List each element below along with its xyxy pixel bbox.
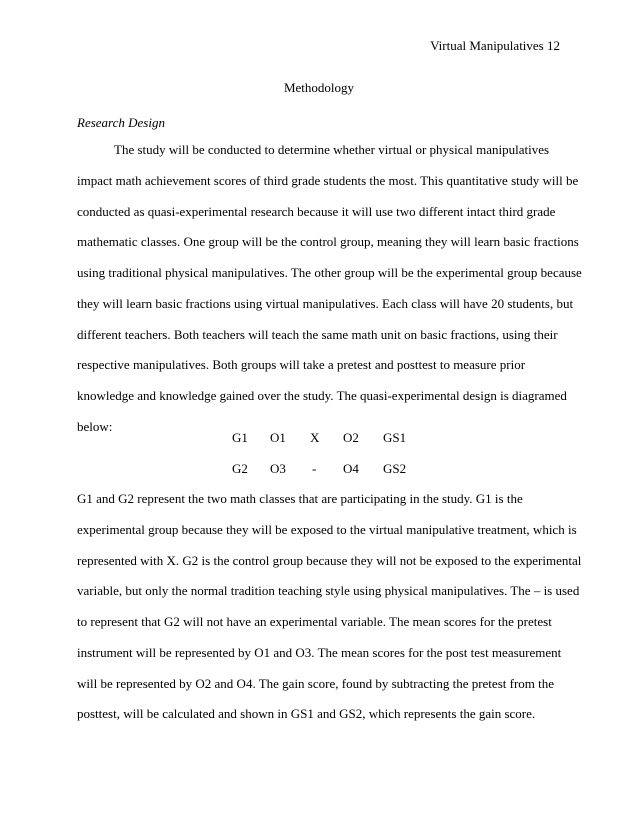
design-cell: O3 (270, 461, 286, 476)
paragraph-line: will be represented by O2 and O4. The gain score, found by subtracting the pretest from the (77, 676, 555, 691)
paragraph-line: The study will be conducted to determine whether virtual or physical manipulatives (114, 142, 550, 157)
design-row-1 (232, 429, 452, 447)
paragraph-line: G1 and G2 represent the two math classes that are participating in the study. G1 is the (77, 491, 523, 506)
paragraph-line: posttest, will be calculated and shown in GS1 and GS2, which represents the gain score. (77, 706, 536, 721)
design-row-2 (232, 460, 452, 478)
paragraph-line: instrument will be represented by O1 and O3. The mean scores for the post test measurement (77, 645, 562, 660)
design-cell: O4 (343, 461, 359, 476)
paragraph-line: they will learn basic fractions using virtual manipulatives. Each class will have 20 students, but (77, 296, 574, 311)
design-cell: GS1 (383, 430, 407, 445)
design-cell: O2 (343, 430, 359, 445)
paragraph-line: using traditional physical manipulatives. The other group will be the experimental group because (77, 265, 582, 280)
subheading: Research Design (77, 115, 165, 130)
paragraph-line: represented with X. G2 is the control group because they will not be exposed to the experimental (77, 553, 582, 568)
paragraph-line: mathematic classes. One group will be the control group, meaning they will learn basic fractions (77, 234, 579, 249)
design-cell: O1 (270, 430, 286, 445)
paragraph-line: below: (77, 419, 113, 434)
design-cell: - (312, 461, 317, 476)
paragraph-line: experimental group because they will be exposed to the virtual manipulative treatment, which is (77, 522, 577, 537)
paragraph-line: impact math achievement scores of third grade students the most. This quantitative study will be (77, 173, 579, 188)
paragraph-line: to represent that G2 will not have an experimental variable. The mean scores for the pretest (77, 614, 552, 629)
paragraph-line: conducted as quasi-experimental research because it will use two different intact third grade (77, 204, 556, 219)
paragraph-line: respective manipulatives. Both groups will take a pretest and posttest to measure prior (77, 357, 526, 372)
paragraph-line: different teachers. Both teachers will teach the same math unit on basic fractions, using their (77, 327, 558, 342)
design-cell: GS2 (383, 461, 407, 476)
section-title: Methodology (283, 80, 355, 95)
design-cell: G1 (232, 430, 248, 445)
paragraph-line: variable, but only the normal tradition teaching style using physical manipulatives. The – is used (77, 583, 580, 598)
paragraph-line: knowledge and knowledge gained over the study. The quasi-experimental design is diagramed (77, 388, 567, 403)
running-head: Virtual Manipulatives 12 (430, 38, 560, 53)
design-cell: G2 (232, 461, 248, 476)
design-cell: X (310, 430, 320, 445)
